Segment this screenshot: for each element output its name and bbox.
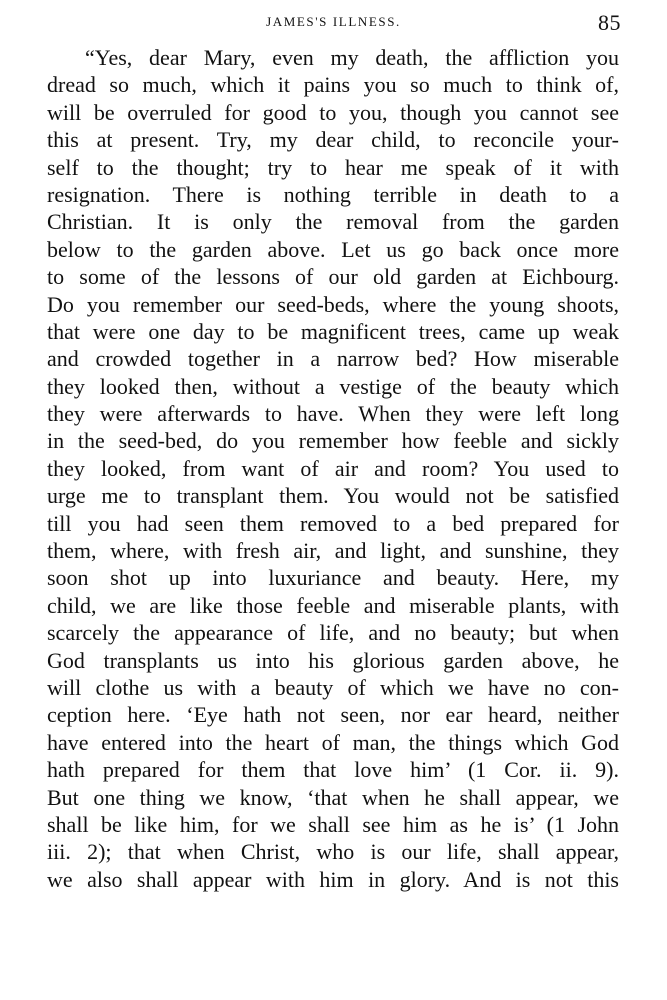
text-line: “Yes, dear Mary, even my death, the affliction you: [85, 45, 619, 70]
text-line: to some of the lessons of our old garden at Eichbourg.: [47, 264, 619, 290]
text-line: below to the garden above. Let us go back once more: [47, 236, 619, 262]
text-line: shall be like him, for we shall see him as he is’ (1 John: [47, 811, 619, 837]
text-line: they looked, from want of air and room? You used to: [47, 455, 619, 481]
running-head: [0, 12, 667, 36]
text-line: will be overruled for good to you, though you cannot see: [47, 99, 619, 125]
text-line: dread so much, which it pains you so much to think of,: [47, 72, 619, 98]
text-line: self to the thought; try to hear me speak of it with: [47, 154, 619, 180]
text-line: scarcely the appearance of life, and no beauty; but when: [47, 620, 619, 646]
text-line: they were afterwards to have. When they were left long: [47, 401, 619, 427]
text-line: in the seed-bed, do you remember how feeble and sickly: [47, 428, 619, 454]
text-line: soon shot up into luxuriance and beauty. Here, my: [47, 565, 619, 591]
text-line: have entered into the heart of man, the things which God: [47, 729, 619, 755]
body-text: [47, 44, 619, 893]
text-line: child, we are like those feeble and miserable plants, with: [47, 592, 619, 618]
text-line: till you had seen them removed to a bed prepared for: [47, 510, 619, 536]
text-line: ception here. ‘Eye hath not seen, nor ear heard, neither: [47, 702, 619, 728]
text-line: hath prepared for them that love him’ (1 Cor. ii. 9).: [47, 757, 619, 783]
text-line: them, where, with fresh air, and light, and sunshine, they: [47, 538, 619, 564]
text-line: this at present. Try, my dear child, to reconcile your-: [47, 127, 619, 153]
text-line: will clothe us with a beauty of which we have no con-: [47, 674, 619, 700]
text-line: God transplants us into his glorious garden above, he: [47, 647, 619, 673]
text-line: urge me to transplant them. You would not be satisfied: [47, 483, 619, 509]
chapter-title: JAMES'S ILLNESS.: [266, 14, 401, 29]
text-line: they looked then, without a vestige of the beauty which: [47, 373, 619, 399]
text-line: Christian. It is only the removal from the garden: [47, 209, 619, 235]
page-number: 85: [598, 10, 621, 35]
text-line: iii. 2); that when Christ, who is our life, shall appear,: [47, 839, 619, 865]
text-line: resignation. There is nothing terrible in death to a: [47, 181, 619, 207]
text-line: that were one day to be magnificent trees, came up weak: [47, 318, 619, 344]
text-line: we also shall appear with him in glory. And is not this: [47, 866, 619, 892]
text-line: But one thing we know, ‘that when he shall appear, we: [47, 784, 619, 810]
text-line: and crowded together in a narrow bed? How miserable: [47, 346, 619, 372]
text-line: Do you remember our seed-beds, where the young shoots,: [47, 291, 619, 317]
